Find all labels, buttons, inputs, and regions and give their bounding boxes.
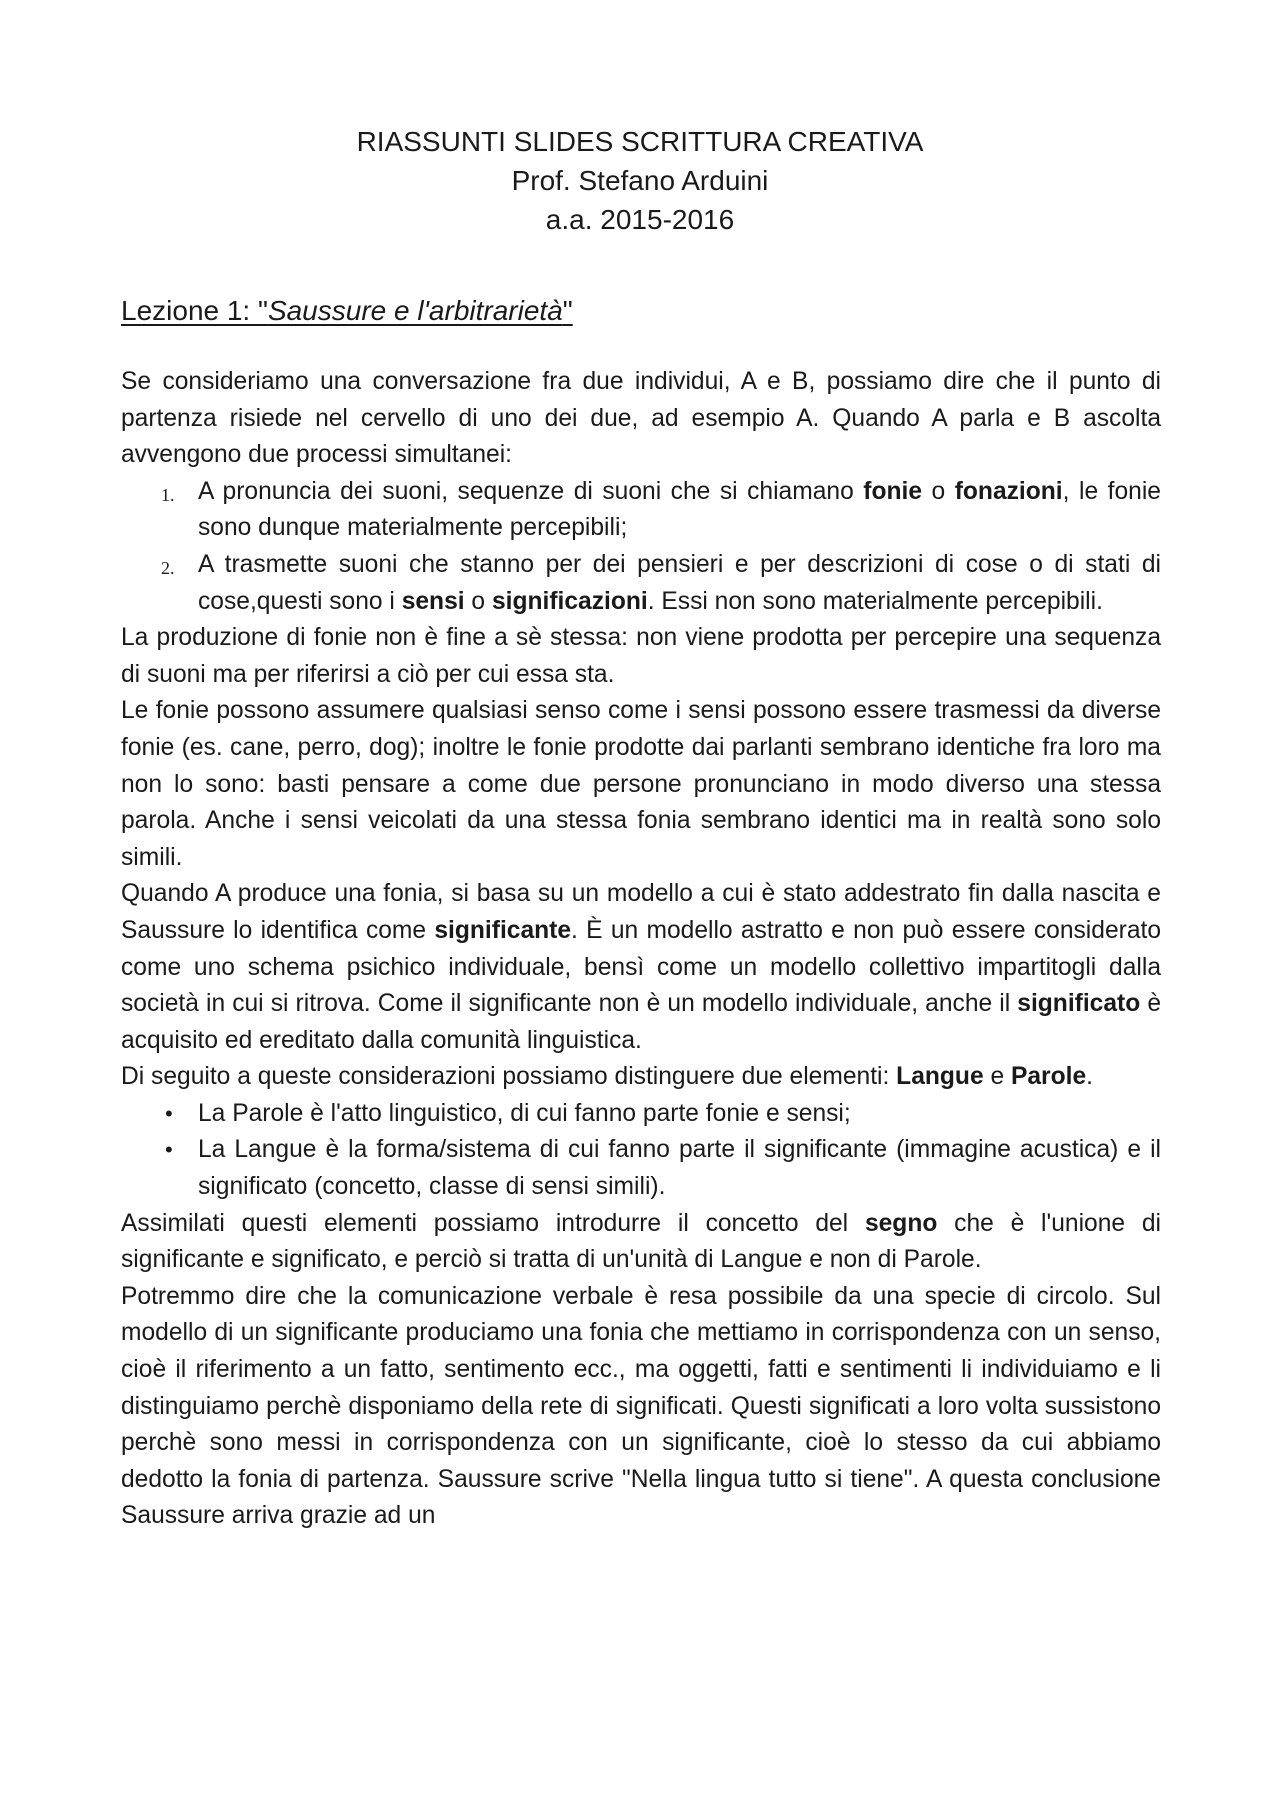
intro-paragraph: Se consideriamo una conversazione fra due individui, A e B, possiamo dire che il punto di partenza risiede nel cervello di uno dei due, ad esempio A. Quando A parla e B ascolta avvengono due processi simultanei: bbox=[121, 368, 1161, 469]
term-significato: significato bbox=[1017, 990, 1141, 1018]
term-parole: Parole bbox=[1010, 1063, 1087, 1091]
term-sensi: sensi bbox=[401, 587, 465, 615]
professor-name: Prof. Stefano Arduini bbox=[511, 165, 769, 196]
term-segno: segno bbox=[864, 1209, 938, 1237]
circle-paragraph: Potremmo dire che la comunicazione verbale è resa possibile da una specie di circolo. Sul modello di un significante produciamo una fonia che mettiamo in corrispondenza con un senso, cioè il riferimento a un fatto, sentimento ecc., ma oggetti, fatti e sentimenti li individuiamo e li distinguiamo perchè disponiamo della rete di significati. Questi significati a loro volta sussistono perchè sono messi in corrispondenza con un significante, cioè lo stesso da cui abbiamo dedotto la fonia di partenza. Saussure scrive "Nella lingua tutto si tiene". A questa conclusione Saussure arriva grazie ad un bbox=[121, 1282, 1161, 1530]
academic-year: a.a. 2015-2016 bbox=[545, 204, 735, 235]
bullet-list-item bbox=[121, 1132, 1161, 1205]
paragraph-text: Assimilati questi elementi possiamo introdurre il concetto del bbox=[121, 1209, 865, 1237]
fonie-paragraph: Le fonie possono assumere qualsiasi senso come i sensi possono essere trasmessi da diverse fonie (es. cane, perro, dog); inoltre le fonie prodotte dai parlanti sembrano identiche fra loro ma non lo sono: basti pensare a come due persone pronunciano in modo diverso una stessa parola. Anche i sensi veicolati da una stessa fonia sembrano identici ma in realtà sono solo simili. bbox=[121, 697, 1161, 871]
bullet-list-item bbox=[121, 1096, 1161, 1133]
bullet-icon: • bbox=[165, 1100, 173, 1126]
list-number: 2. bbox=[161, 557, 175, 578]
document-title: RIASSUNTI SLIDES SCRITTURA CREATIVA bbox=[356, 126, 924, 157]
term-fonie: fonie bbox=[863, 477, 923, 505]
model-paragraph bbox=[121, 876, 1161, 1059]
term-significante: significante bbox=[434, 916, 572, 944]
bullet-icon: • bbox=[165, 1137, 173, 1163]
numbered-list-item bbox=[121, 547, 1161, 620]
paragraph-text: . È un modello astratto e non può essere considerato come uno schema psichico individuale, bensì come un modello collettivo impartitogli dalla società in cui si ritrova. Come il significante non è un modello individuale, anche il bbox=[121, 916, 1162, 1018]
document-body bbox=[121, 364, 1161, 1535]
lesson-heading-suffix: " bbox=[562, 295, 573, 326]
list-item-text: o bbox=[464, 587, 492, 615]
list-item-text: . Essi non sono materialmente percepibili. bbox=[647, 587, 1103, 615]
paragraph-text: . bbox=[1086, 1063, 1093, 1091]
list-item-text: A pronuncia dei suoni, sequenze di suoni che si chiamano bbox=[198, 477, 864, 505]
list-item-text: o bbox=[922, 477, 955, 505]
paragraph-text: Di seguito a queste considerazioni possiamo distinguere due elementi: bbox=[121, 1063, 897, 1091]
lesson-heading-italic: Saussure e l'arbitrarietà bbox=[267, 295, 563, 326]
segno-paragraph bbox=[121, 1206, 1161, 1279]
paragraph-text: che è l'unione di significante e significato, e perciò si tratta di un'unità di Langue e non di Parole. bbox=[121, 1209, 1161, 1274]
term-langue: Langue bbox=[896, 1063, 984, 1091]
list-number: 1. bbox=[161, 484, 175, 505]
numbered-list-item bbox=[121, 474, 1161, 547]
bullet-list bbox=[121, 1096, 1161, 1206]
numbered-list bbox=[121, 474, 1161, 620]
paragraph-text: e bbox=[983, 1063, 1011, 1091]
list-item-text: La Langue è la forma/sistema di cui fanno parte il significante (immagine acustica) e il significato (concetto, classe di sensi simili). bbox=[198, 1136, 1161, 1201]
paragraph-text: è acquisito ed ereditato dalla comunità linguistica. bbox=[121, 990, 1161, 1054]
term-significazioni: significazioni bbox=[491, 587, 648, 615]
production-paragraph: La produzione di fonie non è fine a sè stessa: non viene prodotta per percepire una sequenza di suoni ma per riferirsi a ciò per cui essa sta. bbox=[121, 624, 1161, 688]
lesson-heading bbox=[121, 293, 573, 329]
list-item-text: A trasmette suoni che stanno per dei pensieri e per descrizioni di cose o di stati di cose,questi sono i bbox=[198, 550, 1161, 615]
list-item-text: , le fonie sono dunque materialmente percepibili; bbox=[198, 477, 1161, 542]
elements-paragraph bbox=[121, 1059, 1161, 1096]
lesson-heading-prefix: Lezione 1: " bbox=[121, 295, 268, 326]
document-header bbox=[0, 122, 1280, 239]
list-item-text: La Parole è l'atto linguistico, di cui fanno parte fonie e sensi; bbox=[198, 1099, 851, 1127]
paragraph-text: Quando A produce una fonia, si basa su un modello a cui è stato addestrato fin dalla nascita e Saussure lo identifica come bbox=[121, 880, 1161, 944]
term-fonazioni: fonazioni bbox=[954, 477, 1063, 505]
